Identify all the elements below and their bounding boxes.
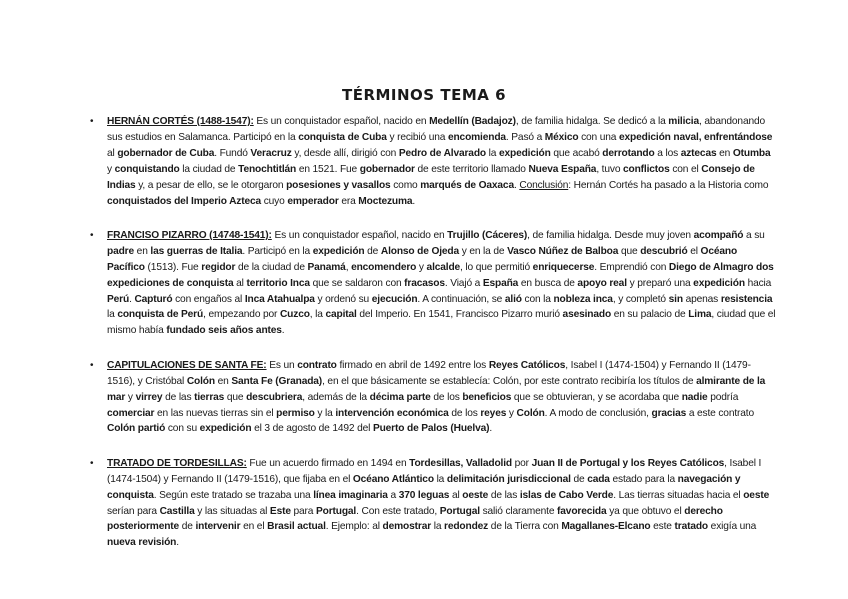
bold-term: fracasos bbox=[404, 277, 445, 289]
bold-term: México bbox=[544, 131, 579, 143]
bold-term: Pedro de Alvarado bbox=[398, 147, 486, 159]
bold-term: oeste bbox=[743, 489, 770, 501]
bold-term: comerciar bbox=[107, 407, 155, 419]
bold-term: nueva revisión bbox=[107, 537, 177, 549]
text-span: que bbox=[224, 391, 247, 403]
bold-term: Colón bbox=[186, 375, 215, 387]
text-span: de las bbox=[162, 391, 195, 403]
text-span: con una bbox=[578, 131, 619, 143]
text-span: Es un bbox=[266, 359, 298, 371]
bold-term: conquista de Perú bbox=[117, 309, 204, 321]
bold-term: almirante de la mar bbox=[107, 375, 766, 403]
bold-term: Magallanes-Elcano bbox=[561, 521, 651, 533]
text-span: de los bbox=[430, 391, 463, 403]
bold-term: las guerras de Italia bbox=[150, 245, 243, 257]
bold-term: capital bbox=[325, 309, 357, 321]
text-span: , de familia hidalga. Desde muy joven bbox=[527, 229, 694, 241]
bold-term: conquistados del Imperio Azteca bbox=[107, 195, 262, 207]
bold-term: expedición bbox=[693, 277, 745, 289]
text-span: , y completó bbox=[612, 293, 669, 305]
term-heading: TRATADO DE TORDESILLAS: bbox=[107, 457, 247, 469]
text-span: y la bbox=[314, 407, 336, 419]
bold-term: Capturó bbox=[134, 293, 173, 305]
text-span: de las bbox=[488, 489, 520, 501]
text-span: que acabó bbox=[550, 147, 603, 159]
bold-term: Tordesillas, Valladolid bbox=[409, 457, 512, 469]
text-span: y bbox=[107, 163, 115, 175]
text-span: en bbox=[716, 147, 733, 159]
bold-term: Juan II de Portugal y los Reyes Católicos bbox=[531, 457, 725, 469]
text-span: con engaños al bbox=[172, 293, 245, 305]
text-span: de bbox=[570, 473, 588, 485]
text-span: de los bbox=[448, 407, 481, 419]
bold-term: territorio Inca bbox=[246, 277, 310, 289]
text-span: por bbox=[511, 457, 532, 469]
bullet-icon: • bbox=[90, 116, 94, 127]
text-span: en busca de bbox=[518, 277, 578, 289]
text-span: que se obtuvieran, y se acordaba que bbox=[511, 391, 682, 403]
term-item bbox=[90, 228, 776, 339]
text-span: y, desde allí, dirigió con bbox=[291, 147, 399, 159]
bold-term: expedición bbox=[498, 147, 551, 159]
text-span: . Participó en la bbox=[242, 245, 313, 257]
bold-term: expedición bbox=[312, 245, 365, 257]
bold-term: posesiones y vasallos bbox=[286, 179, 391, 191]
term-item bbox=[90, 358, 776, 438]
term-heading: FRANCISO PIZARRO (14748-1541): bbox=[107, 229, 272, 241]
text-span: al bbox=[107, 147, 118, 159]
text-span: salió claramente bbox=[479, 505, 558, 517]
bold-term: alió bbox=[504, 293, 522, 305]
text-span: . Las tierras situadas hacia el bbox=[613, 489, 744, 501]
bold-term: gobernador bbox=[359, 163, 415, 175]
bold-term: alcalde bbox=[426, 261, 461, 273]
text-span: . Ejemplo: al bbox=[325, 521, 383, 533]
text-span: al bbox=[449, 489, 463, 501]
text-span: con la bbox=[521, 293, 554, 305]
bold-term: descubriera bbox=[246, 391, 303, 403]
text-span: , empezando por bbox=[203, 309, 280, 321]
text-span: en 1521. Fue bbox=[296, 163, 360, 175]
bold-term: Vasco Núñez de Balboa bbox=[507, 245, 619, 257]
bold-term: cada bbox=[587, 473, 610, 485]
text-span: . bbox=[513, 179, 520, 191]
bold-term: sin bbox=[668, 293, 683, 305]
bold-term: resistencia bbox=[720, 293, 773, 305]
bold-term: tierras bbox=[194, 391, 225, 403]
bold-term: emperador bbox=[287, 195, 339, 207]
text-span: y bbox=[416, 261, 427, 273]
text-span: . bbox=[489, 423, 493, 435]
text-span: hacia bbox=[744, 277, 772, 289]
text-span: la ciudad de bbox=[179, 163, 239, 175]
term-paragraph bbox=[107, 228, 776, 339]
text-span: Es un conquistador español, nacido en bbox=[271, 229, 448, 241]
text-span: , ciudad que el mismo había bbox=[107, 309, 776, 337]
bold-term: encomendero bbox=[351, 261, 417, 273]
text-span: . A modo de conclusión, bbox=[544, 407, 652, 419]
bold-term: Trujillo (Cáceres) bbox=[447, 229, 528, 241]
term-paragraph bbox=[107, 456, 776, 551]
text-span: , de familia hidalga. Se dedicó a la bbox=[515, 116, 669, 127]
bold-term: intervención económica bbox=[335, 407, 449, 419]
text-span: con su bbox=[165, 423, 200, 435]
text-span: y bbox=[506, 407, 517, 419]
bullet-icon: • bbox=[90, 359, 94, 371]
text-span: el 3 de agosto de 1492 del bbox=[251, 423, 373, 435]
text-span: podría bbox=[707, 391, 739, 403]
term-item bbox=[90, 456, 776, 551]
text-span: y, a pesar de ello, se le otorgaron bbox=[135, 179, 287, 191]
text-span: ya que obtuvo el bbox=[606, 505, 685, 517]
bold-term: oeste bbox=[462, 489, 489, 501]
bold-term: milicia bbox=[668, 116, 699, 127]
text-span: la bbox=[433, 473, 447, 485]
bold-term: Alonso de Ojeda bbox=[380, 245, 460, 257]
bold-term: Brasil actual bbox=[267, 521, 326, 533]
bold-term: marqués de Oaxaca bbox=[420, 179, 514, 191]
text-span: . bbox=[129, 293, 135, 305]
text-span: Fue un acuerdo firmado en 1494 en bbox=[246, 457, 410, 469]
bold-term: contrato bbox=[297, 359, 337, 371]
term-heading: HERNÁN CORTÉS (1488-1547): bbox=[107, 116, 254, 127]
bold-term: derrotando bbox=[602, 147, 655, 159]
bold-term: islas de Cabo Verde bbox=[519, 489, 614, 501]
text-span: para bbox=[290, 505, 316, 517]
bold-term: favorecida bbox=[557, 505, 607, 517]
text-span: , Isabel I (1474-1504) y Fernando II (1479-1516), que fijaba en el bbox=[107, 457, 762, 485]
text-span: cuyo bbox=[261, 195, 288, 207]
text-span: , además de la bbox=[302, 391, 370, 403]
term-item bbox=[90, 114, 776, 209]
bold-term: Reyes Católicos bbox=[488, 359, 566, 371]
text-span: , lo que permitió bbox=[460, 261, 533, 273]
bold-term: ejecución bbox=[371, 293, 418, 305]
bold-term: intervenir bbox=[195, 521, 241, 533]
bold-term: Océano Atlántico bbox=[352, 473, 434, 485]
text-span: , bbox=[345, 261, 352, 273]
bold-term: Portugal bbox=[439, 505, 480, 517]
text-span: a este contrato bbox=[686, 407, 754, 419]
bold-term: reyes bbox=[480, 407, 507, 419]
bold-term: Otumba bbox=[732, 147, 771, 159]
term-paragraph bbox=[107, 358, 776, 438]
underlined-text: Conclusión bbox=[519, 179, 569, 191]
bold-term: descubrió bbox=[640, 245, 688, 257]
text-span: en las nuevas tierras sin el bbox=[154, 407, 277, 419]
text-span: , en el que básicamente se establecía: Colón, por este contrato recibiría los títulos de bbox=[322, 375, 697, 387]
bold-term: regidor bbox=[201, 261, 236, 273]
text-span: firmado en abril de 1492 entre los bbox=[336, 359, 489, 371]
bold-term: Inca Atahualpa bbox=[244, 293, 315, 305]
text-span: serían para bbox=[107, 505, 160, 517]
term-paragraph bbox=[107, 114, 776, 209]
bold-term: enriquecerse bbox=[532, 261, 595, 273]
bold-term: navegación y conquista bbox=[107, 473, 741, 501]
bold-term: Consejo de Indias bbox=[107, 163, 755, 191]
text-span: , la bbox=[309, 309, 326, 321]
text-span: . Fundó bbox=[214, 147, 251, 159]
text-span: de bbox=[179, 521, 196, 533]
bold-term: beneficios bbox=[462, 391, 512, 403]
bold-term: Colón partió bbox=[107, 423, 166, 435]
bold-term: tratado bbox=[674, 521, 708, 533]
text-span: que bbox=[618, 245, 641, 257]
term-list bbox=[90, 114, 776, 570]
text-span: estado para la bbox=[609, 473, 678, 485]
text-span: . A continuación, se bbox=[417, 293, 505, 305]
bold-term: Tenochtitlán bbox=[238, 163, 297, 175]
bold-term: Nueva España bbox=[528, 163, 597, 175]
bold-term: padre bbox=[107, 245, 134, 257]
bold-term: 370 leguas bbox=[398, 489, 450, 501]
bold-term: Moctezuma bbox=[358, 195, 413, 207]
text-span: de la Tierra con bbox=[488, 521, 562, 533]
text-span: . Con este tratado, bbox=[356, 505, 440, 517]
text-span: . Emprendió con bbox=[594, 261, 669, 273]
text-span: de la ciudad de bbox=[235, 261, 308, 273]
bold-term: encomienda bbox=[447, 131, 506, 143]
bold-term: nadie bbox=[681, 391, 708, 403]
text-span: , abandonando sus estudios en Salamanca. Participó en la bbox=[107, 116, 766, 143]
text-span: en su palacio de bbox=[611, 309, 689, 321]
bold-term: acompañó bbox=[693, 229, 744, 241]
bold-term: Este bbox=[269, 505, 291, 517]
bold-term: Perú bbox=[107, 293, 130, 305]
bold-term: Cuzco bbox=[279, 309, 310, 321]
bold-term: Diego de Almagro dos expediciones de conquista bbox=[107, 261, 774, 289]
bold-term: expedición naval, enfrentándose bbox=[619, 131, 773, 143]
text-span: de este territorio llamado bbox=[414, 163, 529, 175]
text-span: Es un conquistador español, nacido en bbox=[253, 116, 430, 127]
text-span: . Viajó a bbox=[444, 277, 483, 289]
text-span: la bbox=[485, 147, 499, 159]
bold-term: nobleza inca bbox=[553, 293, 613, 305]
bold-term: Portugal bbox=[316, 505, 357, 517]
bold-term: línea imaginaria bbox=[313, 489, 388, 501]
text-span: : Hernán Cortés ha pasado a la Historia como bbox=[568, 179, 769, 191]
bold-term: derecho posteriormente bbox=[107, 505, 723, 533]
text-span: en el bbox=[240, 521, 268, 533]
text-span: a su bbox=[743, 229, 765, 241]
text-span: y recibió una bbox=[386, 131, 448, 143]
bold-term: décima parte bbox=[369, 391, 431, 403]
text-span: que se saldaron con bbox=[309, 277, 405, 289]
text-span: con el bbox=[669, 163, 702, 175]
bold-term: aztecas bbox=[680, 147, 717, 159]
text-span: en bbox=[214, 375, 232, 387]
bullet-icon: • bbox=[90, 229, 94, 241]
text-span: exigía una bbox=[708, 521, 757, 533]
term-heading: CAPITULACIONES DE SANTA FE: bbox=[107, 359, 267, 371]
bold-term: Medellín (Badajoz) bbox=[429, 116, 516, 127]
bold-term: conquista de Cuba bbox=[298, 131, 387, 143]
bold-term: apoyo real bbox=[577, 277, 627, 289]
text-span: y ordenó su bbox=[314, 293, 372, 305]
bold-term: España bbox=[482, 277, 519, 289]
text-span: como bbox=[390, 179, 421, 191]
text-span: , tuvo bbox=[596, 163, 624, 175]
text-span: el bbox=[687, 245, 701, 257]
bold-term: Santa Fe (Granada) bbox=[231, 375, 323, 387]
text-span: del Imperio. En 1541, Francisco Pizarro murió bbox=[356, 309, 563, 321]
bold-term: demostrar bbox=[382, 521, 432, 533]
bold-term: conflictos bbox=[623, 163, 670, 175]
bold-term: conquistando bbox=[114, 163, 180, 175]
bullet-icon: • bbox=[90, 457, 94, 469]
text-span: (1513). Fue bbox=[144, 261, 202, 273]
text-span: . bbox=[176, 537, 179, 549]
text-span: y en la de bbox=[459, 245, 508, 257]
bold-term: virrey bbox=[135, 391, 163, 403]
bold-term: gobernador de Cuba bbox=[117, 147, 215, 159]
bold-term: redondez bbox=[444, 521, 489, 533]
text-span: al bbox=[233, 277, 247, 289]
text-span: y bbox=[125, 391, 136, 403]
text-span: , Isabel I (1474-1504) y Fernando II (1479-1516), y Cristóbal bbox=[107, 359, 751, 387]
bold-term: expedición bbox=[199, 423, 252, 435]
bold-term: Castilla bbox=[159, 505, 195, 517]
text-span: a los bbox=[654, 147, 681, 159]
text-span: la bbox=[431, 521, 445, 533]
bold-term: Puerto de Palos (Huelva) bbox=[372, 423, 490, 435]
text-span: en bbox=[134, 245, 151, 257]
bold-term: fundado seis años antes bbox=[166, 325, 282, 337]
bold-term: Panamá bbox=[307, 261, 346, 273]
bold-term: permiso bbox=[276, 407, 315, 419]
page-title: TÉRMINOS TEMA 6 bbox=[341, 86, 507, 104]
text-span: y preparó una bbox=[626, 277, 694, 289]
text-span: era bbox=[338, 195, 359, 207]
bold-term: asesinado bbox=[562, 309, 612, 321]
text-span: . bbox=[412, 195, 416, 207]
bold-term: Lima bbox=[688, 309, 712, 321]
bold-term: Océano Pacífico bbox=[107, 245, 738, 273]
text-span: . Pasó a bbox=[505, 131, 545, 143]
text-span: este bbox=[650, 521, 675, 533]
text-span: . Según este tratado se trazaba una bbox=[153, 489, 314, 501]
bold-term: gracias bbox=[651, 407, 687, 419]
bold-term: Colón bbox=[516, 407, 545, 419]
text-span: y las situadas al bbox=[194, 505, 270, 517]
bold-term: delimitación jurisdiccional bbox=[446, 473, 571, 485]
text-span: a bbox=[387, 489, 399, 501]
text-span: la bbox=[107, 309, 118, 321]
bold-term: Veracruz bbox=[250, 147, 292, 159]
text-span: apenas bbox=[682, 293, 721, 305]
text-span: de bbox=[364, 245, 381, 257]
text-span: . bbox=[281, 325, 285, 337]
